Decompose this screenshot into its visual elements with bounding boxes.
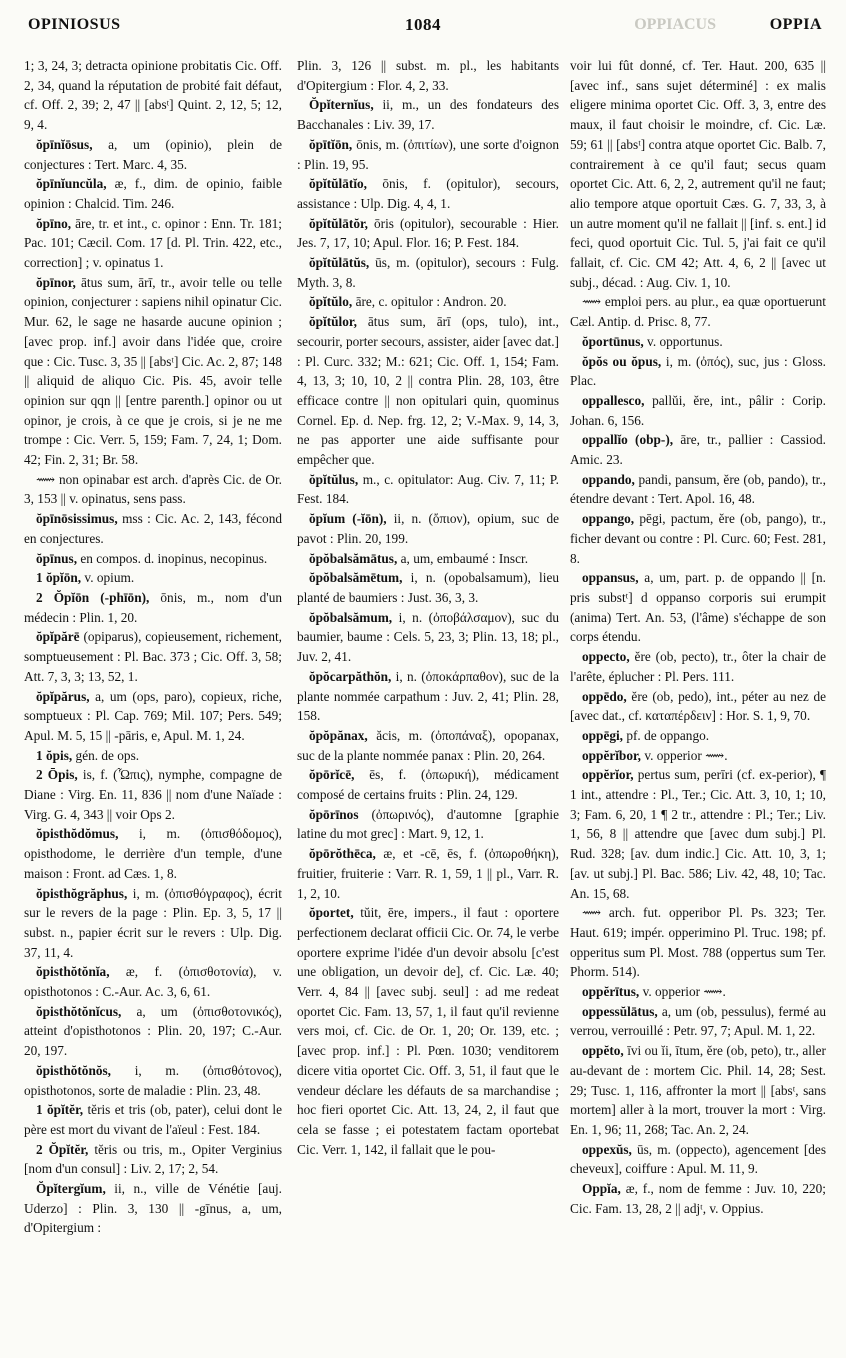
entry-headword: ŏpŏbalsămum, xyxy=(309,609,393,625)
entry-headword: ŏportūnus, xyxy=(582,333,644,349)
dictionary-entry xyxy=(570,1041,826,1140)
entry-headword: Ŏpĭtergĭum, xyxy=(36,1181,106,1197)
entry-definition: i, n. (ὀποκάρπαθον), suc de la plante nommée carpathum : Juv. 2, 41; Plin. 28, 158. xyxy=(297,668,559,724)
entry-headword: 1 ŏpis, xyxy=(36,747,73,763)
dictionary-entry xyxy=(24,509,282,548)
entry-definition: ăcis, m. (ὀποπάναξ), opopanax, suc de la plante nommée panax : Plin. 20, 264. xyxy=(297,727,559,763)
dictionary-entry xyxy=(297,174,559,213)
entry-headword: ŏpisthŏdŏmus, xyxy=(36,826,119,842)
entry-definition: is, f. (Ὦπις), nymphe, compagne de Diane : Virg. En. 11, 836 || nom d'une Naïade : Virg. G. 4, 343 || voir Ops 2. xyxy=(24,767,282,822)
dictionary-entry xyxy=(24,746,282,766)
entry-headword: ŏpīnĭōsus, xyxy=(36,136,93,152)
entry-headword: ŏpĭtŭlo, xyxy=(309,294,353,310)
entry-headword: ŏpĭtŭlātŏr, xyxy=(309,215,368,231)
dictionary-entry xyxy=(24,588,282,627)
entry-definition: a, um (ob, pessulus), fermé au verrou, verrouillé : Petr. 97, 7; Apul. M. 1, 22. xyxy=(570,1003,826,1039)
entry-headword: ŏpisthŏtŏnĭa, xyxy=(36,964,110,980)
entry-definition: æ, f., dim. de opinio, faible opinion : Chalcid. Tim. 246. xyxy=(24,176,282,211)
entry-definition: āre, tr. et int., c. opinor : Enn. Tr. 181; Pac. 101; Cæcil. Com. 17 [d. Pl. Trin. 422, etc., correction] ; v. opinatus 1. xyxy=(24,215,282,271)
dictionary-entry xyxy=(24,56,282,135)
dictionary-entry xyxy=(297,253,559,292)
dictionary-entry xyxy=(570,509,826,568)
dictionary-entry xyxy=(297,549,559,569)
entry-definition: a, um (opinio), plein de conjectures : Tert. Marc. 4, 35. xyxy=(24,136,282,172)
entry-definition: (ὀπωρινός), d'automne [graphie latine du mot grec] : Mart. 9, 12, 1. xyxy=(297,806,559,842)
entry-headword: oppĕto, xyxy=(582,1043,624,1059)
dictionary-entry xyxy=(570,1140,826,1179)
entry-headword: oppansus, xyxy=(582,570,639,586)
entry-definition: 1; 3, 24, 3; detracta opinione probitatis Cic. Off. 2, 34, quand la réputation de probité fait défaut, cf. Off. 2, 39; 2, 47 || [absᵗ] Quint. 2, 12, 5; 12, 9, 4. xyxy=(24,58,282,133)
dictionary-entry xyxy=(297,805,559,844)
dictionary-entry xyxy=(297,312,559,470)
dictionary-entry xyxy=(297,292,559,312)
dictionary-entry xyxy=(24,568,282,588)
entry-definition: i, n. (opobalsamum), lieu planté de baumiers : Just. 36, 3, 3. xyxy=(297,570,559,605)
dictionary-entry xyxy=(24,1179,282,1238)
entry-definition: ūs, m. (oppecto), agencement [des cheveux], coiffure : Apul. M. 11, 9. xyxy=(570,1141,826,1177)
dictionary-entry xyxy=(24,214,282,273)
entry-definition: ūs, m. (opitulor), secours : Fulg. Myth. 3, 8. xyxy=(297,255,559,290)
dictionary-entry xyxy=(297,608,559,667)
column-middle xyxy=(297,56,559,1352)
entry-headword: oppessŭlātus, xyxy=(582,1003,658,1019)
dictionary-entry xyxy=(570,391,826,430)
entry-headword: oppĕrĭbor, xyxy=(582,747,641,763)
dictionary-entry xyxy=(297,470,559,509)
running-head-right: OPPIA xyxy=(769,16,822,33)
dictionary-entry xyxy=(570,56,826,292)
entry-definition: ĕre (ob, pedo), int., péter au nez de [avec dat., cf. καταπέρδειν] : Hor. S. 1, 9, 70. xyxy=(570,688,826,724)
dictionary-entry xyxy=(570,292,826,331)
dictionary-entry xyxy=(570,568,826,647)
entry-definition: i, m. (ὀπός), suc, jus : Gloss. Plac. xyxy=(570,353,826,389)
entry-definition: āre, c. opitulor : Andron. 20. xyxy=(355,294,507,310)
dictionary-entry xyxy=(24,824,282,883)
entry-headword: ŏpŏbalsămātus, xyxy=(309,550,398,566)
entry-headword: oppallesco, xyxy=(582,392,645,408)
entry-definition: pertus sum, perīri (cf. ex-perior), ¶ 1 int., attendre : Pl., Ter.; Cic. Att. 3, 10, 1; 10, 3; Fam. 6, 20, 1 ¶ 2 tr., attendre : Pl.; Ter.; Liv. 1, 56, 8 || attendre que [avec dum subj.] Pl. Rud. 328; [av. dum indic.] Cic. Att. 10, 3, 1; [av. ut subj.] Pl. Bac. 586; Liv. 42, 48, 10; Tac. An. 15, 68. xyxy=(570,767,826,901)
dictionary-entry xyxy=(297,844,559,903)
entry-definition: mss : Cic. Ac. 2, 143, fécond en conjectures. xyxy=(24,511,282,546)
entry-headword: ŏpīnōsissimus, xyxy=(36,511,118,527)
page-number: 1084 xyxy=(405,15,441,34)
entry-headword: ŏpisthŏtŏnŏs, xyxy=(36,1062,112,1078)
entry-headword: Ŏpĭternĭus, xyxy=(309,97,374,113)
entry-headword: oppēgi, xyxy=(582,727,624,743)
entry-headword: 1 ŏpĭōn, xyxy=(36,570,82,586)
dictionary-entry xyxy=(24,687,282,746)
entry-headword: ŏpīnus, xyxy=(36,550,78,566)
dictionary-entry xyxy=(570,647,826,686)
entry-headword: 1 ŏpĭtĕr, xyxy=(36,1102,84,1118)
entry-definition: pf. de oppango. xyxy=(626,727,710,743)
entry-definition: ⟿ non opinabar est arch. d'après Cic. de Or. 3, 153 || v. opinatus, sens pass. xyxy=(24,471,282,507)
dictionary-entry xyxy=(24,1140,282,1179)
entry-headword: 2 Ŏpĭtĕr, xyxy=(36,1141,89,1157)
dictionary-entry xyxy=(24,1061,282,1100)
entry-headword: ŏpĭtŭlātŭs, xyxy=(309,255,370,271)
dictionary-entry xyxy=(297,95,559,134)
dictionary-entry xyxy=(570,470,826,509)
entry-definition: æ, et -cē, ēs, f. (ὀπωροθήκη), fruitier, fruiterie : Varr. R. 1, 59, 1 || pl., Varr. R. 1, 2, 10. xyxy=(297,846,559,901)
dictionary-entry xyxy=(297,56,559,95)
entry-headword: oppallĭo (obp-), xyxy=(582,432,674,448)
entry-definition: voir lui fût donné, cf. Ter. Haut. 200, 635 || [avec inf., sans sujet déterminé] : ex malis eligere minima oportet Cic. Off. 3, 3, entre des maux, il faut choisir le moindre, cf. Cic. Læ. 59; 61 || [absᵗ] contra atque oportet Cic. Balb. 7, contrairement à ce qu'il faut; secus quam oportet Cic. Att. 6, 2, 2, autrement qu'il ne faut; alio tempore atque oportuit Cæs. G. 7, 33, 3, à un autre moment qu'il ne fallait || [inf. s. ent.] id feci, quod oportuit Cic. Tul. 5, j'ai fait ce qu'il fallait, cf. Cic. CM 42; Att. 4, 6, 2 || [avec ut subj., décad. : Aug. Civ. 1, 10. xyxy=(570,58,826,290)
entry-definition: ⟿ emploi pers. au plur., ea quæ oportuerunt Cæl. Antip. d. Prisc. 8, 77. xyxy=(570,294,826,330)
dictionary-entry xyxy=(297,903,559,1159)
entry-headword: oppĕrītus, xyxy=(582,984,640,1000)
dictionary-entry xyxy=(24,470,282,509)
entry-definition: i, n. (ὀποβάλσαμον), suc du baumier, baume : Cels. 5, 23, 3; Plin. 13, 18; pl., Juv. 2, 41. xyxy=(297,609,559,665)
dictionary-entry xyxy=(570,430,826,469)
entry-definition: v. opperior ⟿. xyxy=(644,747,728,763)
entry-definition: i, m. (ὀπισθόγραφος), écrit sur le revers de la page : Plin. Ep. 3, 5, 17 || subst. n., papier écrit sur le revers : Ulp. Dig. 37, 11, 4. xyxy=(24,885,282,960)
entry-headword: ŏpĭpărus, xyxy=(36,688,90,704)
entry-definition: ātus sum, ārī (ops, tulo), int., secourir, porter secours, assister, aider [avec dat.] : Pl. Curc. 332; M.: 621; Cic. Off. 1, 154; Fam. 4, 13, 3; 10, 10, 2 || contra Plin. 28, 103, être efficace contre || non opitulari quin, quominus Cornel. Ep. d. Nep. frg. 12, 2; V.-Max. 9, 14, 3, ne pas apporter une aide suffisante pour empêcher que. xyxy=(297,314,559,468)
entry-definition: ii, m., un des fondateurs des Bacchanales : Liv. 39, 17. xyxy=(297,97,559,133)
dictionary-entry xyxy=(297,214,559,253)
entry-headword: ŏpīno, xyxy=(36,215,72,231)
dictionary-entry xyxy=(297,135,559,174)
dictionary-entry xyxy=(297,509,559,548)
entry-headword: ŏportet, xyxy=(309,905,354,921)
entry-definition: pandi, pansum, ĕre (ob, pando), tr., étendre devant : Tert. Apol. 16, 48. xyxy=(570,471,826,507)
entry-headword: oppando, xyxy=(582,471,635,487)
entry-definition: i, m. (ὀπισθόδομος), opisthodome, le derrière d'un temple, d'une maison : Front. ad Cæs. 1, 8. xyxy=(24,826,282,881)
entry-definition: v. opperior ⟿. xyxy=(642,984,726,1000)
entry-definition: æ, f., nom de femme : Juv. 10, 220; Cic. Fam. 13, 28, 2 || adjᵗ, v. Oppius. xyxy=(570,1181,826,1216)
dictionary-entry xyxy=(570,726,826,746)
entry-definition: a, um, part. p. de oppando || [n. pris substᵗ] d oppanso corporis sui erumpit (anima) Tert. An. 53, (l'âme) s'échappe de son corps étendu. xyxy=(570,570,826,645)
entry-headword: ŏpīnĭuncŭla, xyxy=(36,176,107,192)
dictionary-entry xyxy=(570,903,826,982)
dictionary-entry xyxy=(297,726,559,765)
entry-headword: ŏpīnor, xyxy=(36,274,76,290)
dictionary-entry xyxy=(24,273,282,470)
entry-headword: oppĕrĭor, xyxy=(582,767,634,783)
dictionary-entry xyxy=(570,352,826,391)
entry-definition: ōnis, m. (ὀπιτίων), une sorte d'oignon : Plin. 19, 95. xyxy=(297,136,559,172)
entry-headword: ŏpōrĭcē, xyxy=(309,767,355,783)
dictionary-entry xyxy=(24,549,282,569)
column-left xyxy=(24,56,282,1352)
entry-headword: ŏpŏcarpăthŏn, xyxy=(309,668,392,684)
dictionary-entry xyxy=(570,687,826,726)
dictionary-entry xyxy=(570,1002,826,1041)
entry-definition: ii, n., ville de Vénétie [auj. Uderzo] : Plin. 3, 130 || -gīnus, a, um, d'Opitergium : xyxy=(24,1181,282,1236)
entry-definition: ōris (opitulor), secourable : Hier. Jes. 7, 17, 10; Apul. Flor. 16; P. Fest. 184. xyxy=(297,215,559,251)
entry-headword: ŏpŏs ou ŏpus, xyxy=(582,353,662,369)
entry-headword: 2 Ŏpĭōn (-phīōn), xyxy=(36,589,150,605)
dictionary-entry xyxy=(570,765,826,903)
entry-definition: īvi ou ĭi, ītum, ĕre (ob, peto), tr., aller au-devant de : mortem Cic. Phil. 14, 28; Sest. 29; Tusc. 1, 116, affronter la mort || [absᵗ, sans mortem] aller à la mort, trouver la mort : Virg. En. 1, 96; 11, 268; Tac. An. 2, 24. xyxy=(570,1043,826,1137)
entry-definition: m., c. opitulator: Aug. Civ. 7, 11; P. Fest. 184. xyxy=(297,471,559,507)
entry-definition: ēs, f. (ὀπωρική), médicament composé de certains fruits : Plin. 24, 129. xyxy=(297,767,559,803)
entry-definition: æ, f. (ὀπισθοτονία), v. opisthotonos : C.-Aur. Ac. 3, 6, 61. xyxy=(24,964,282,1000)
entry-definition: a, um (ὀπισθοτονικός), atteint d'opisthotonos : Plin. 20, 197; C.-Aur. 20, 197. xyxy=(24,1003,282,1059)
entry-headword: ŏpĭtŭlus, xyxy=(309,471,359,487)
entry-definition: a, um (ops, paro), copieux, riche, somptueux : Pl. Cap. 769; Mil. 107; Pers. 549; Apul. M. 5, 15 || -pāris, e, Apul. M. 1, 24. xyxy=(24,688,282,743)
entry-definition: ōnis, m., nom d'un médecin : Plin. 1, 20. xyxy=(24,589,282,625)
entry-definition: tĕris et tris (ob, pater), celui dont le père est mort du vivant de l'aïeul : Fest. 184. xyxy=(24,1102,282,1137)
bleed-through-header: OPPIACUS xyxy=(634,16,716,33)
entry-definition: ĕre (ob, pecto), tr., ôter la chair de l'arête, éplucher : Pl. Pers. 111. xyxy=(570,649,826,684)
entry-definition: ⟿ arch. fut. opperibor Pl. Ps. 323; Ter. Haut. 619; impér. opperimino Pl. Truc. 198; pf. opperitus sum Pl. Most. 788 (oppertus sum Ter. Phorm. 514). xyxy=(570,905,826,980)
entry-definition: Plin. 3, 126 || subst. m. pl., les habitants d'Opitergium : Flor. 4, 2, 33. xyxy=(297,58,559,93)
entry-headword: ŏpisthŏtŏnĭcus, xyxy=(36,1003,122,1019)
entry-headword: oppexŭs, xyxy=(582,1141,632,1157)
entry-definition: v. opportunus. xyxy=(647,333,723,349)
dictionary-entry xyxy=(297,667,559,726)
entry-definition: v. opium. xyxy=(84,570,135,586)
dictionary-entry xyxy=(24,1100,282,1139)
dictionary-entry xyxy=(570,746,826,766)
entry-definition: tŭit, ēre, impers., il faut : oportere perfectionem declarat officii Cic. Or. 74, le verbe oportere exprime l'idée d'un devoir absolu [c'est une obligation, un devoir de], cf. Cic. Læ. 40; Verr. 4, 84 || [avec subj. seul] : ad me redeat oportet Cic. Fam. 13, 57, 1, il faut qu'il revienne vers moi, cf. Cic. de Or. 1, 20; Or. 139, etc. ; [avec prop. inf.] : Pl. Pœn. 1030; venditorem dicere vitia oportet Cic. Off. 3, 51, il faut que le vendeur déclare les défauts de sa marchandise ; hoc fieri oportet Cic. Att. 13, 24, 2, il faut que cela se fasse ; ei potestatem factam oportebat Cic. Verr. 1, 142, il fallait que le pou- xyxy=(297,905,559,1157)
entry-headword: Oppĭa, xyxy=(582,1181,621,1197)
entry-definition: ōnis, f. (opitulor), secours, assistance : Ulp. Dig. 4, 4, 1. xyxy=(297,176,559,211)
dictionary-entry xyxy=(24,174,282,213)
entry-headword: ŏpŏpănax, xyxy=(309,727,368,743)
entry-headword: ŏpĭum (-ĭōn), xyxy=(309,511,387,527)
dictionary-entry xyxy=(24,765,282,824)
entry-headword: ŏpŏbalsămētum, xyxy=(309,570,403,586)
entry-headword: ŏpĭtŭlātĭo, xyxy=(309,176,367,192)
dictionary-entry xyxy=(24,135,282,174)
entry-definition: ātus sum, ārī, tr., avoir telle ou telle opinion, conjecturer : sapiens nihil opinatur Cic. Mur. 62, le sage ne hasarde aucune opinion ; [avec prop. inf.] avoir dans l'idée que, croire que : Cic. Tusc. 3, 35 || [absᵗ] Cic. Ac. 2, 87; 148 || aliquid de aliquo Cic. Pis. 45, avoir telle opinion sur qqn || [entre parenth.] opinor ou ut opinor, je crois, à ce que je crois, si je ne me trompe : Cic. Verr. 5, 159; Fam. 7, 24, 1; Dom. 42; Fin. 2, 31; Br. 58. xyxy=(24,274,282,468)
entry-headword: oppēdo, xyxy=(582,688,627,704)
dictionary-entry xyxy=(297,765,559,804)
dictionary-entry xyxy=(570,1179,826,1218)
entry-headword: ŏpōrīnos xyxy=(309,806,359,822)
entry-headword: ŏpĭtŭlor, xyxy=(309,314,357,330)
dictionary-entry xyxy=(570,332,826,352)
entry-headword: 2 Ōpis, xyxy=(36,767,78,783)
entry-headword: oppecto, xyxy=(582,649,630,665)
dictionary-entry xyxy=(24,1002,282,1061)
entry-definition: (opiparus), copieusement, richement, somptueusement : Pl. Bac. 373 ; Cic. Off. 3, 58; Att. 7, 3, 3; 13, 52, 1. xyxy=(24,629,282,684)
dictionary-entry xyxy=(24,884,282,963)
entry-definition: pēgi, pactum, ĕre (ob, pango), tr., ficher devant ou contre : Pl. Curc. 60; Fest. 281, 8. xyxy=(570,511,826,566)
entry-definition: āre, tr., pallier : Cassiod. Amic. 23. xyxy=(570,432,826,468)
entry-definition: en compos. d. inopinus, necopinus. xyxy=(80,550,268,566)
entry-definition: ii, n. (ὄπιον), opium, suc de pavot : Plin. 20, 199. xyxy=(297,511,559,546)
entry-headword: ŏpisthŏgrăphus, xyxy=(36,885,128,901)
running-head-left: OPINIOSUS xyxy=(28,16,121,33)
entry-headword: ŏpītĭōn, xyxy=(309,136,353,152)
dictionary-entry xyxy=(24,627,282,686)
dictionary-entry xyxy=(570,982,826,1002)
entry-definition: gén. de ops. xyxy=(75,747,140,763)
entry-headword: ŏpĭpărē xyxy=(36,629,80,645)
column-right xyxy=(570,56,826,1352)
entry-definition: pallŭi, ĕre, int., pâlir : Corip. Johan. 6, 156. xyxy=(570,392,826,428)
dictionary-entry xyxy=(24,962,282,1001)
entry-definition: tĕris ou tris, m., Opiter Verginius [nom d'un consul] : Liv. 2, 17; 2, 54. xyxy=(24,1141,282,1177)
entry-headword: oppango, xyxy=(582,511,635,527)
entry-definition: a, um, embaumé : Inscr. xyxy=(400,550,529,566)
dictionary-entry xyxy=(297,568,559,607)
entry-definition: i, m. (ὀπισθότονος), opisthotonos, sorte de maladie : Plin. 23, 48. xyxy=(24,1062,282,1098)
entry-headword: ŏpōrŏthēca, xyxy=(309,846,376,862)
